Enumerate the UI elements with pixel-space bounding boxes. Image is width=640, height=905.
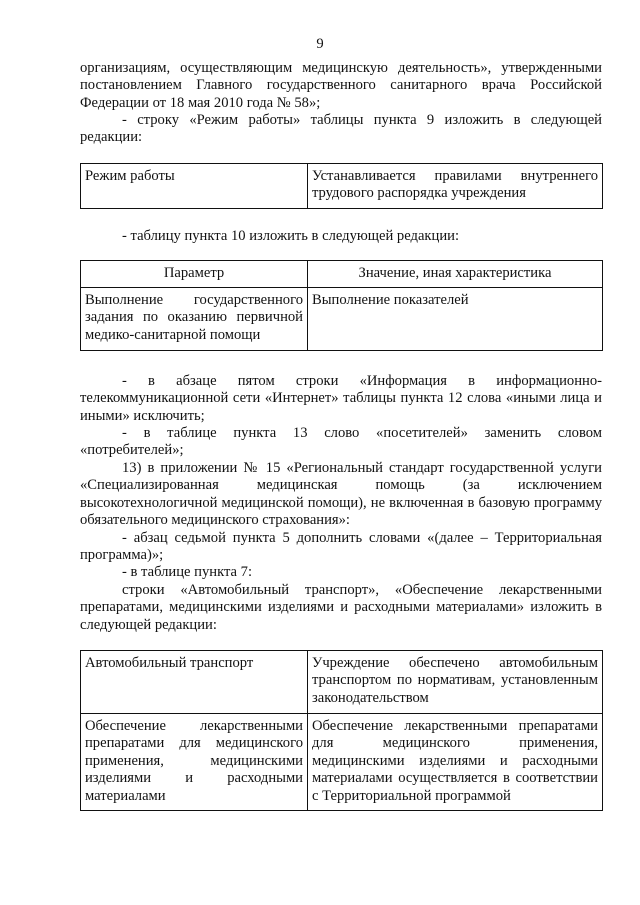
table-row bbox=[81, 651, 603, 714]
table-cell: Режим работы bbox=[81, 164, 308, 209]
table-header-cell: Параметр bbox=[81, 261, 308, 288]
item-regime-paragraph: - строку «Режим работы» таблицы пункта 9 изложить в следующей редакции: bbox=[80, 112, 602, 146]
table-header-cell: Значение, иная характеристика bbox=[308, 261, 603, 288]
table-cell: Автомобильный транспорт bbox=[81, 651, 308, 714]
intro-paragraph: организациям, осуществляющим медицинскую деятельность», утвержденными постановлением Главного государственного санитарного врача Российской Федерации от 18 мая 2010 года № 58»; bbox=[80, 60, 602, 111]
item-table13-paragraph: - в таблице пункта 13 слово «посетителей» заменить словом «потребителей»; bbox=[80, 425, 602, 459]
table-cell: Выполнение показателей bbox=[308, 288, 603, 351]
table-cell: Устанавливается правилами внутреннего трудового распорядка учреждения bbox=[308, 164, 603, 209]
item-table10-paragraph: - таблицу пункта 10 изложить в следующей редакции: bbox=[122, 228, 459, 244]
table-row bbox=[81, 288, 603, 351]
table-cell: Учреждение обеспечено автомобильным транспортом по нормативам, установленным законодательством bbox=[308, 651, 603, 714]
table-cell: Обеспечение лекарственными препаратами для медицинского применения, медицинскими изделиями и расходными материалами осуществляется в соответствии с Территориальной программой bbox=[308, 714, 603, 811]
item-rows-paragraph: строки «Автомобильный транспорт», «Обеспечение лекарственными препаратами, медицинскими изделиями и расходными материалами» изложить в следующей редакции: bbox=[80, 582, 602, 633]
params-table bbox=[80, 260, 603, 351]
table-cell: Выполнение государственного задания по оказанию первичной медико-санитарной помощи bbox=[81, 288, 308, 351]
item-table7-paragraph: - в таблице пункта 7: bbox=[122, 564, 253, 580]
table-row bbox=[81, 714, 603, 811]
regime-table bbox=[80, 163, 603, 209]
table-header-row bbox=[81, 261, 603, 288]
transport-table bbox=[80, 650, 603, 811]
item-abzac7-paragraph: - абзац седьмой пункта 5 дополнить словами «(далее – Территориальная программа)»; bbox=[80, 530, 602, 564]
page-number: 9 bbox=[316, 36, 324, 52]
table-row bbox=[81, 164, 603, 209]
item-abzac5-paragraph: - в абзаце пятом строки «Информация в информационно-телекоммуникационной сети «Интернет» таблицы пункта 12 слова «иными лица и иными» исключить; bbox=[80, 373, 602, 424]
item-13-paragraph: 13) в приложении № 15 «Региональный стандарт государственной услуги «Специализированная медицинская помощь (за исключением высокотехнологичной медицинской помощи), не включенная в базовую программу обязательного медицинского страхования»: bbox=[80, 460, 602, 529]
table-cell: Обеспечение лекарственными препаратами для медицинского применения, медицинскими изделиями и расходными материалами bbox=[81, 714, 308, 811]
